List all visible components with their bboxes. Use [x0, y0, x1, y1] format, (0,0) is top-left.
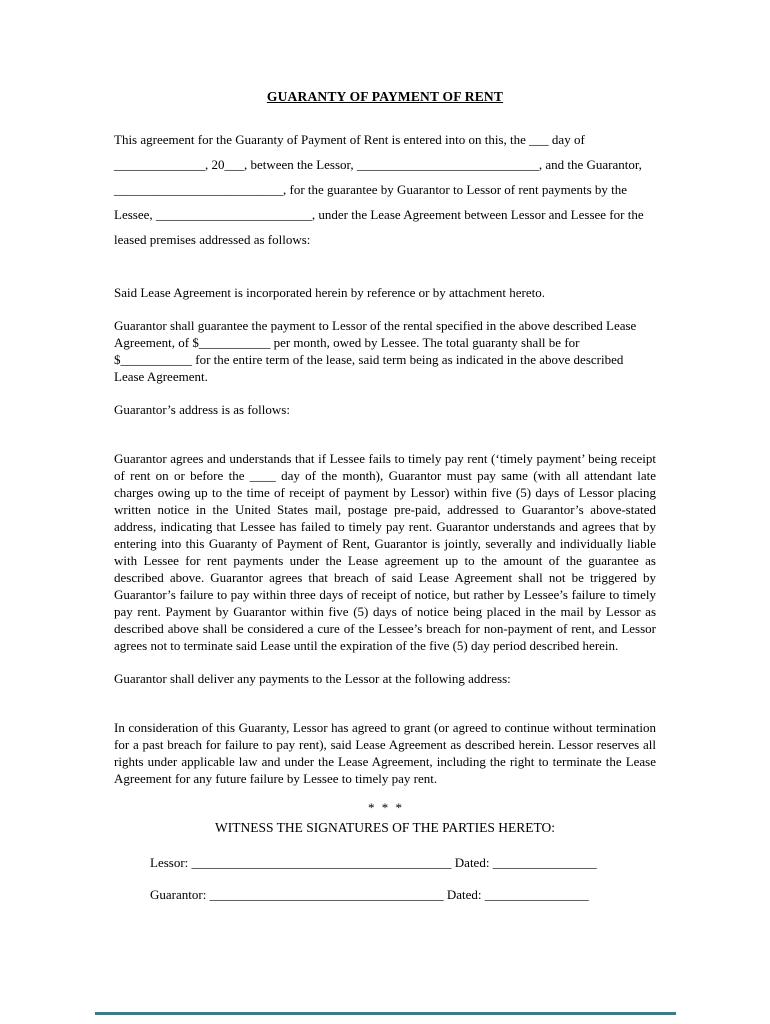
lessor-signature-line: ________________________________________ — [191, 855, 452, 870]
payment-address-label: Guarantor shall deliver any payments to the Lessor at the following address: — [114, 671, 511, 686]
guarantor-address-label: Guarantor’s address is as follows: — [114, 402, 290, 417]
document-title: GUARANTY OF PAYMENT OF RENT — [266, 89, 504, 104]
lessor-date-line: ________________ — [492, 855, 597, 870]
guarantor-signature-row — [114, 886, 656, 903]
witness-heading: WITNESS THE SIGNATURES OF THE PARTIES HERETO: — [215, 820, 555, 835]
lessor-label: Lessor: — [150, 855, 189, 870]
footer-rule — [95, 1012, 676, 1015]
incorporation-paragraph: Said Lease Agreement is incorporated herein by reference or by attachment hereto. — [114, 285, 545, 300]
guarantor-signature-line: ____________________________________ — [209, 887, 444, 902]
guarantor-date-line: ________________ — [484, 887, 589, 902]
document-content — [114, 88, 656, 903]
lessor-signature-row — [114, 854, 656, 871]
lessor-dated-label: Dated: — [454, 855, 490, 870]
consideration-paragraph: In consideration of this Guaranty, Lessor has agreed to grant (or agreed to continue without termination for a past breach for failure to pay rent), said Lease Agreement as described herein. Lessor reserves all rights under applicable law and under the Lease Agreement, including the right to terminate the Lease Agreement for any future failure by Lessee to timely pay rent. — [114, 720, 656, 786]
guarantee-paragraph: Guarantor shall guarantee the payment to Lessor of the rental specified in the above described Lease Agreement, of $___________ per month, owed by Lessee. The total guaranty shall be for $___________ for the entire term of the lease, said term being as indicated in the above described Lease Agreement. — [114, 318, 637, 384]
guarantor-dated-label: Dated: — [446, 887, 482, 902]
asterisk-separator: * * * — [368, 800, 402, 815]
intro-paragraph: This agreement for the Guaranty of Payment of Rent is entered into on this, the ___ day of ______________, 20___, between the Lessor, ____________________________, and the Guarantor, __________________________, for the guarantee by Guarantor to Lessor of rent payments by the Lessee, ________________________, under the Lease Agreement between Lessor and Lessee for the leased premises addressed as follows: — [114, 132, 644, 247]
guarantor-label: Guarantor: — [150, 887, 207, 902]
terms-paragraph: Guarantor agrees and understands that if Lessee fails to timely pay rent (‘timely payment’ being receipt of rent on or before the ____ day of the month), Guarantor must pay same (with all attendant late charges owing up to the time of receipt of payment by Lessor) within five (5) days of Lessor placing written notice in the United States mail, postage pre-paid, addressed to Guarantor’s above-stated address, indicating that Lessee has failed to timely pay rent. Guarantor understands and agrees that by entering into this Guaranty of Payment of Rent, Guarantor is jointly, severally and individually liable with Lessee for rent payments under the Lease agreement up to the amount of the guarantee as described above. Guarantor agrees that breach of said Lease Agreement shall not be triggered by Guarantor’s failure to pay within three days of receipt of notice, but rather by Lessee’s failure to timely pay rent. Payment by Guarantor within five (5) days of notice being placed in the mail by Lessor as described above shall be considered a cure of the Lessee’s breach for non-payment of rent, and Lessor agrees not to terminate said Lease until the expiration of the five (5) day period described herein. — [114, 451, 656, 653]
